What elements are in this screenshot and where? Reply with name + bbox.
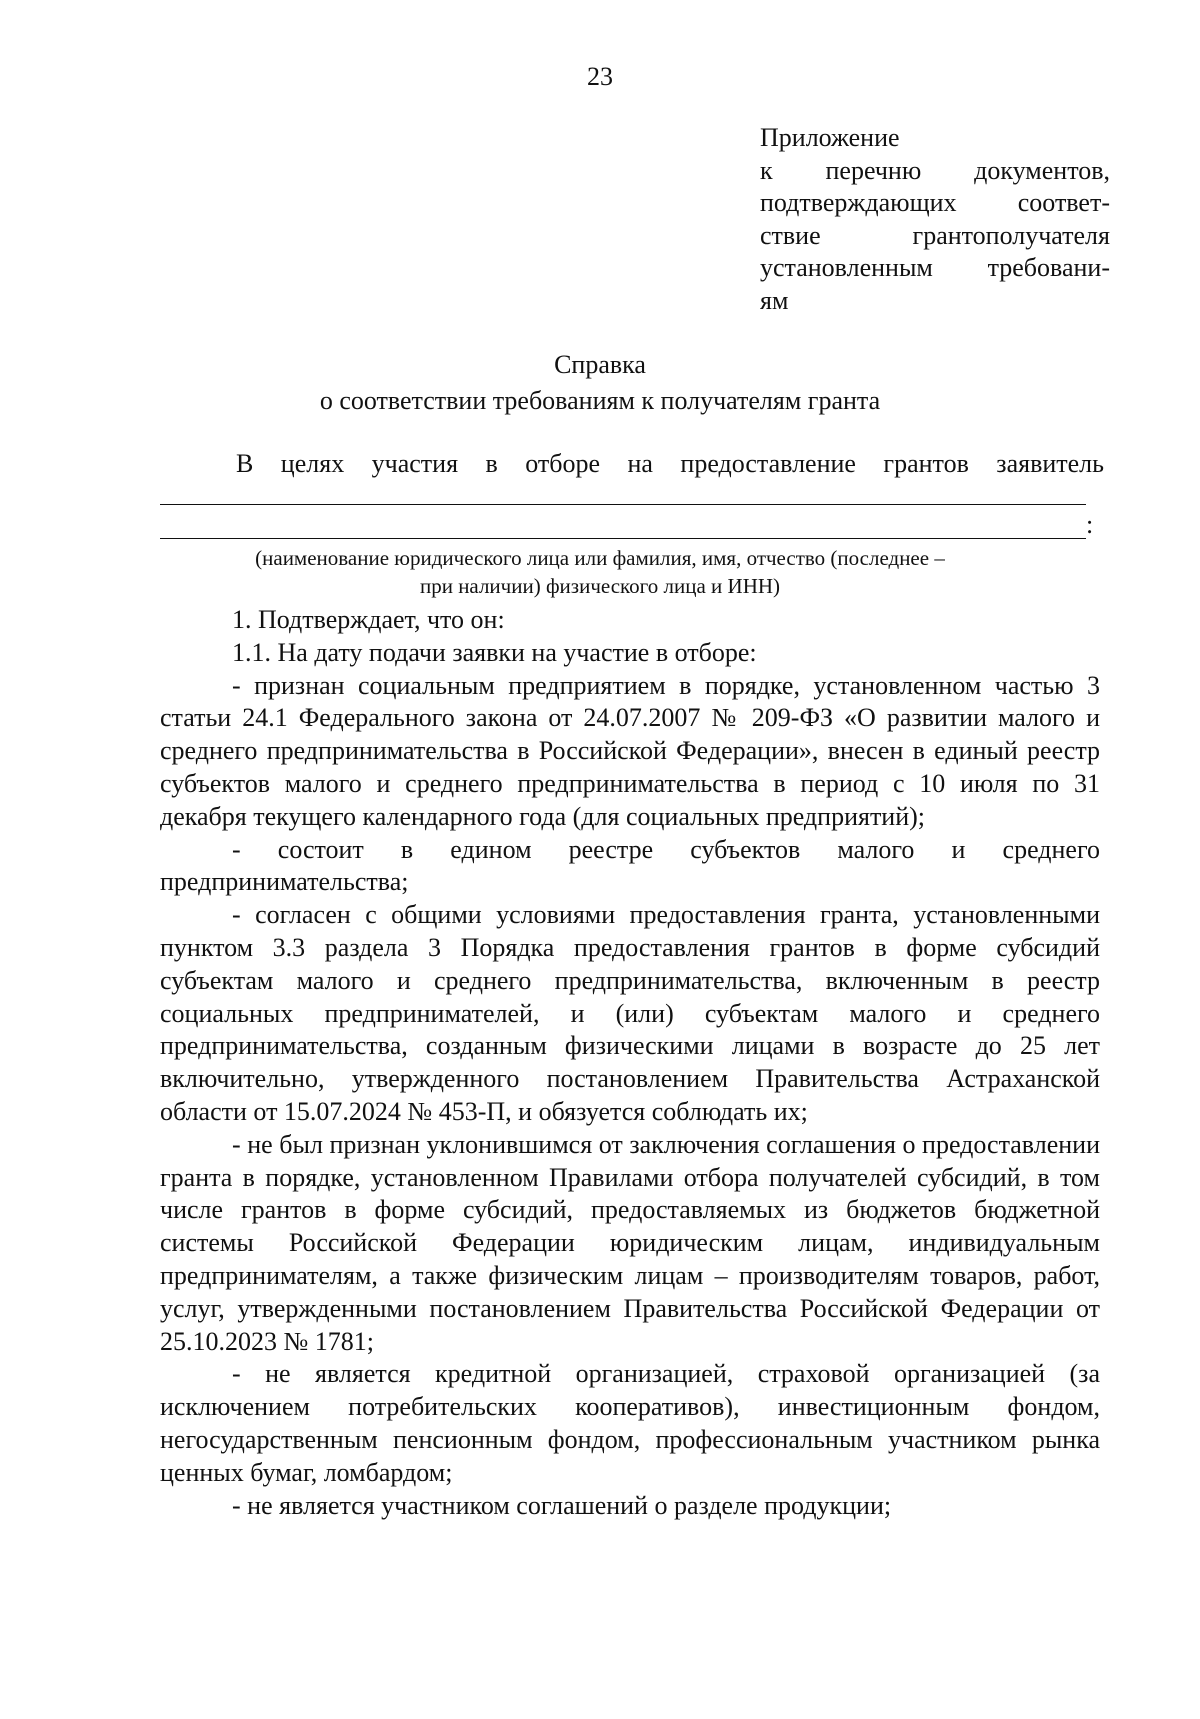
page-number: 23 <box>587 62 613 91</box>
field-caption: (наименование юридического лица или фамилия, имя, отчество (последнее – <box>255 546 945 570</box>
appendix-line: установленным требовани- <box>760 253 1110 282</box>
paragraph: 1.1. На дату подачи заявки на участие в отборе: <box>232 637 757 667</box>
intro-text: В целях участия в отборе на предоставление грантов заявитель <box>236 449 1104 478</box>
fill-in-line <box>160 538 1086 539</box>
appendix-line: Приложение <box>760 123 900 152</box>
paragraph: - признан социальным предприятием в порядке, установленном частью 3 статьи 24.1 Федерального закона от 24.07.2007 № 209-ФЗ «О развитии малого и среднего предпринимательства в Российской Федерации», внесен в единый реестр субъектов малого и среднего предпринимательства в период с 10 июля по 31 декабря текущего календарного года (для социальных предприятий); <box>160 670 1100 831</box>
paragraph: - не является участником соглашений о разделе продукции; <box>232 1490 892 1520</box>
appendix-line: к перечню документов, <box>760 155 1110 185</box>
appendix-line: ствие грантополучателя <box>760 220 1110 250</box>
fill-in-line <box>160 504 1086 505</box>
paragraph: - согласен с общими условиями предоставления гранта, установленными пунктом 3.3 раздела 3 Порядка предоставления грантов в форме субсидий субъектам малого и среднего предпринимательства, включенным в реестр социальных предпринимателей, и (или) субъектам малого и среднего предпринимательства, созданным физическими лицами в возрасте до 25 лет включительно, утвержденного постановлением Правительства Астраханской области от 15.07.2024 № 453-П, и обязуется соблюдать их; <box>160 900 1100 1126</box>
body-text <box>160 604 1100 1522</box>
paragraph: 1. Подтверждает, что он: <box>232 605 505 634</box>
appendix-block <box>760 122 1110 317</box>
paragraph: - не является кредитной организацией, страховой организацией (за исключением потребительских кооперативов), инвестиционным фондом, негосударственным пенсионным фондом, профессиональным участником рынка ценных бумаг, ломбардом; <box>160 1359 1100 1487</box>
appendix-line: подтверждающих соответ- <box>760 188 1110 217</box>
paragraph: - состоит в едином реестре субъектов малого и среднего предпринимательства; <box>160 834 1100 897</box>
document-subtitle: о соответствии требованиям к получателям гранта <box>319 386 881 415</box>
colon-mark: : <box>1086 510 1094 539</box>
field-caption: при наличии) физического лица и ИНН) <box>419 574 781 598</box>
appendix-line: ям <box>760 285 789 315</box>
document-title: Справка <box>554 350 646 379</box>
paragraph: - не был признан уклонившимся от заключения соглашения о предоставлении гранта в порядке, установленном Правилами отбора получателей субсидий, в том числе грантов в форме субсидий, предоставляемых из бюджетов бюджетной системы Российской Федерации юридическим лицам, индивидуальным предпринимателям, а также физическим лицам – производителям товаров, работ, услуг, утвержденными постановлением Правительства Российской Федерации от 25.10.2023 № 1781; <box>160 1129 1100 1356</box>
